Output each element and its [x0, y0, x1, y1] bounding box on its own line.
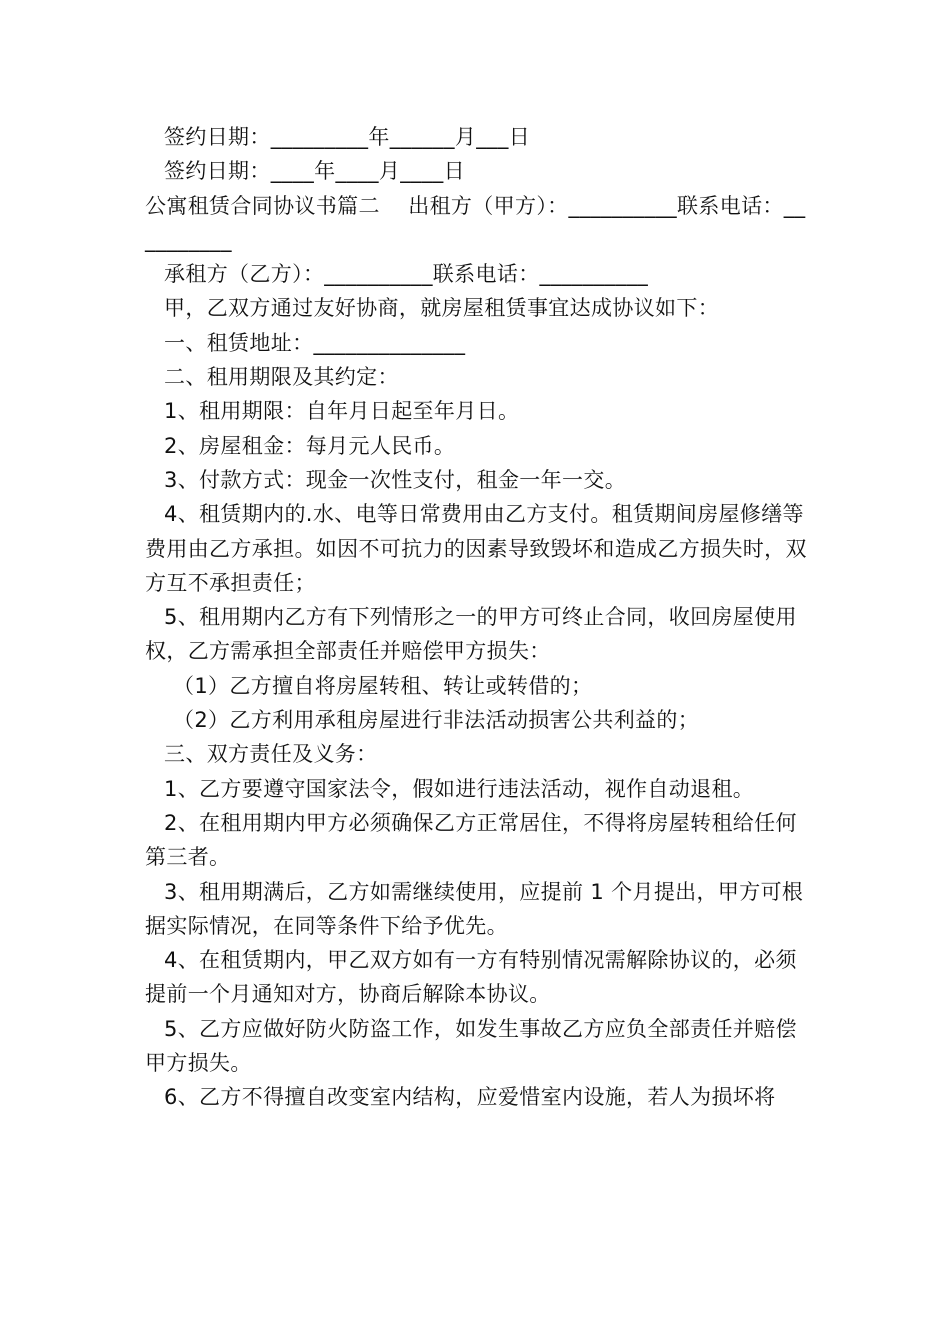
lessee-line: 承租方（乙方）：__________联系电话：__________ [164, 262, 649, 287]
section-2-item-4: 4、租赁期内的.水、电等日常费用由乙方支付。租赁期间房屋修缮等费用由乙方承担。如因不可抗力的因素导致毁坏和造成乙方损失时，双方互不承担责任； [145, 502, 807, 595]
section-3-item-3: 3、租用期满后，乙方如需继续使用，应提前 1 个月提出，甲方可根据实际情况，在同等条件下给予优先。 [145, 879, 804, 938]
section-2-item-5-sub-2: （2）乙方利用承租房屋进行非法活动损害公共利益的； [173, 708, 700, 733]
section-2-item-3: 3、付款方式：现金一次性支付，租金一年一交。 [164, 467, 627, 492]
section-3-item-6: 6、乙方不得擅自改变室内结构，应爱惜室内设施，若人为损坏将 [164, 1085, 776, 1110]
section-3-item-5: 5、乙方应做好防火防盗工作，如发生事故乙方应负全部责任并赔偿甲方损失。 [145, 1016, 797, 1076]
section-3-heading: 三、双方责任及义务： [164, 742, 378, 767]
section-3-item-1: 1、乙方要遵守国家法令，假如进行违法活动，视作自动退租。 [164, 776, 755, 801]
sign-date-line-1: 签约日期：_________年______月___日 [164, 125, 531, 149]
section-3-item-4: 4、在租赁期内，甲乙双方如有一方有特别情况需解除协议的，必须提前一个月通知对方，协商后解除本协议。 [145, 948, 797, 1007]
sign-date-line-2: 签约日期：____年____月____日 [164, 159, 465, 184]
section-2-heading: 二、租用期限及其约定： [164, 365, 399, 390]
section-1-address: 一、租赁地址：______________ [164, 330, 466, 355]
section-2-item-5-sub-1: （1）乙方擅自将房屋转租、转让或转借的； [173, 673, 593, 698]
section-2-item-1: 1、租用期限：自年月日起至年月日。 [164, 399, 520, 424]
section-2-item-2: 2、房屋租金：每月元人民币。 [164, 433, 456, 458]
section-2-item-5: 5、租用期内乙方有下列情形之一的甲方可终止合同，收回房屋使用权，乙方需承担全部责任并赔偿甲方损失： [145, 605, 797, 664]
section-3-item-2: 2、在租用期内甲方必须确保乙方正常居住，不得将房屋转租给任何第三者。 [145, 810, 797, 870]
intro-paragraph: 甲，乙双方通过友好协商，就房屋租赁事宜达成协议如下： [164, 296, 720, 321]
title-lessor-line: 公寓租赁合同协议书篇二 出租方（甲方）：__________联系电话：__________ [145, 193, 806, 252]
